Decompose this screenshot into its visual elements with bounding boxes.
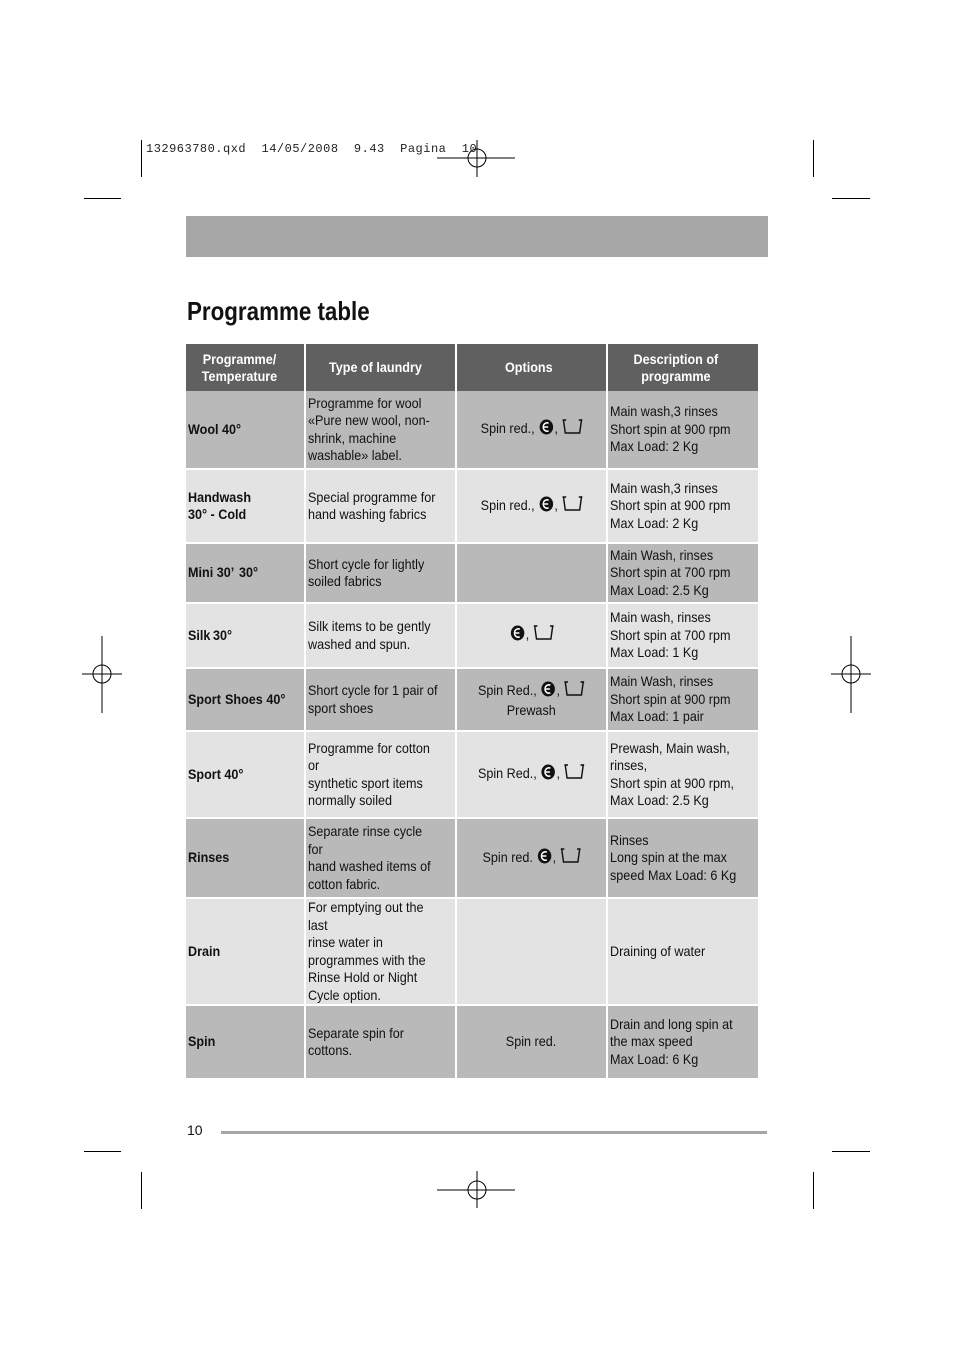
laundry-type-cell: [305, 732, 456, 817]
printer-slug: 132963780.qxd 14/05/2008 9.43 Pagina 10: [146, 142, 478, 156]
cell-line: Main Wash, rinses: [610, 673, 714, 690]
cell-line: Short spin at 900 rpm: [610, 420, 731, 437]
cell-line: Main Wash, rinses: [610, 546, 714, 563]
programme-cell: [186, 391, 305, 468]
description-cell: [607, 899, 758, 1004]
column-header: Type of laundry: [305, 344, 456, 391]
cell-line: washable» label.: [308, 447, 402, 463]
table-row: [186, 470, 758, 542]
registration-mark-icon: [82, 636, 122, 714]
cell-line: Handwash: [188, 488, 252, 505]
options-cell: Spin red., ,: [456, 470, 607, 542]
cell-line: rinses,: [610, 757, 648, 773]
tub-icon: [561, 418, 583, 441]
programme-cell: [186, 669, 305, 730]
programme-cell: [186, 1006, 305, 1078]
cell-line: synthetic sport items: [308, 774, 423, 791]
cell-line: «Pure new wool, non-: [308, 412, 430, 428]
programme-cell: [186, 899, 305, 1004]
page-title: Programme table: [187, 296, 370, 326]
rinse-hold-icon: [540, 680, 556, 703]
rinse-hold-icon: [538, 418, 554, 441]
crop-mark: [832, 198, 870, 199]
cell-line: Prewash, Main wash,: [610, 739, 730, 756]
cell-line: cottons.: [308, 1042, 353, 1058]
rinse-hold-icon: [540, 763, 556, 786]
tub-icon: [559, 847, 581, 870]
table-row: [186, 669, 758, 730]
cell-line: shrink, machine: [308, 429, 397, 446]
cell-line: programmes with the: [308, 951, 426, 968]
cell-line: washed and spun.: [308, 635, 411, 652]
cell-line: Wool: [188, 420, 219, 437]
header-bar: [186, 216, 768, 257]
programme-table: [186, 344, 758, 1078]
cell-line: sport shoes: [308, 699, 374, 716]
laundry-type-cell: [305, 669, 456, 730]
option-label: Spin Red.,: [477, 765, 537, 782]
option-label: Spin red.: [482, 848, 533, 865]
cell-line: Programme for cotton or: [308, 739, 430, 773]
description-cell: [607, 819, 758, 897]
options-cell: Spin Red., , Prewash: [456, 669, 607, 730]
options-cell: Spin red. ,: [456, 819, 607, 897]
crop-mark: [141, 1172, 142, 1209]
option-label: Spin red.,: [480, 496, 535, 513]
column-header: Programme/ Temperature: [186, 344, 305, 391]
tub-icon: [532, 624, 554, 647]
cell-line: Rinses: [610, 831, 649, 848]
laundry-type-cell: [305, 1006, 456, 1078]
cell-line: Main wash,3 rinses: [610, 403, 718, 420]
cell-line: soiled fabrics: [308, 573, 382, 589]
cell-line: Short spin at 900 rpm,: [610, 774, 734, 791]
tub-icon: [563, 763, 585, 786]
table-row: [186, 819, 758, 897]
cell-line: normally soiled: [308, 792, 393, 808]
programme-cell: [186, 604, 305, 667]
cell-line: Shoes 40°: [224, 690, 285, 707]
programme-cell: [186, 819, 305, 897]
cell-line: 30°: [212, 626, 232, 643]
laundry-type-cell: [305, 604, 456, 667]
registration-mark-icon: [437, 138, 517, 178]
table-row: [186, 391, 758, 468]
cell-line: Short cycle for 1 pair of: [308, 682, 438, 698]
tub-icon: [561, 495, 583, 518]
cell-line: Mini 30’: [188, 564, 235, 581]
cell-line: Separate rinse cycle for: [308, 823, 423, 857]
crop-mark: [813, 1172, 814, 1209]
programme-cell: [186, 470, 305, 542]
cell-line: rinse water in: [308, 934, 383, 950]
cell-line: Sport: [188, 690, 221, 707]
options-cell: [456, 899, 607, 1004]
cell-line: Main wash,3 rinses: [610, 479, 718, 496]
cell-line: Max Load: 2.5 Kg: [610, 792, 709, 808]
laundry-type-cell: [305, 470, 456, 542]
table-row: [186, 899, 758, 1004]
cell-line: Special programme for: [308, 488, 436, 505]
options-cell: [456, 544, 607, 602]
programme-cell: [186, 544, 305, 602]
cell-line: Short spin at 700 rpm: [610, 564, 731, 581]
column-header: Options: [456, 344, 607, 391]
cell-line: Draining of water: [610, 942, 706, 959]
tub-icon: [563, 680, 585, 703]
description-cell: [607, 1006, 758, 1078]
description-cell: [607, 604, 758, 667]
options-cell: ,: [456, 604, 607, 667]
description-cell: [607, 544, 758, 602]
cell-line: hand washing fabrics: [308, 506, 427, 522]
cell-line: Max Load: 6 Kg: [648, 866, 737, 883]
cell-line: Drain and long spin at: [610, 1015, 733, 1032]
cell-line: Spin: [188, 1033, 216, 1050]
option-label: Spin red.: [506, 1033, 557, 1050]
rinse-hold-icon: [509, 624, 525, 647]
table-row: [186, 544, 758, 602]
cell-line: Max Load: 1 Kg: [610, 644, 699, 661]
description-cell: [607, 732, 758, 817]
cell-line: Short spin at 900 rpm: [610, 497, 731, 514]
cell-line: Sport 40°: [188, 765, 244, 782]
cell-line: Max Load: 1 pair: [610, 708, 704, 725]
option-label: Prewash: [506, 702, 557, 718]
cell-line: Long spin at the max: [610, 849, 727, 866]
cell-line: Max Load: 6 Kg: [610, 1050, 699, 1067]
cell-line: Cycle option.: [308, 986, 381, 1003]
cell-line: Drain: [188, 942, 221, 959]
crop-mark: [84, 1151, 121, 1152]
option-label: Spin Red.,: [477, 681, 537, 698]
cell-line: Rinse Hold or Night: [308, 969, 418, 985]
crop-mark: [832, 1151, 870, 1152]
cell-line: the max speed: [610, 1033, 693, 1050]
registration-mark-icon: [437, 1170, 517, 1210]
cell-line: Silk: [188, 626, 211, 643]
option-label: Spin red.,: [480, 420, 535, 437]
cell-line: Short cycle for lightly: [308, 555, 425, 572]
laundry-type-cell: [305, 899, 456, 1004]
table-header-row: [186, 344, 758, 391]
table-row: [186, 1006, 758, 1078]
laundry-type-cell: [305, 819, 456, 897]
crop-mark: [141, 140, 142, 177]
laundry-type-cell: [305, 544, 456, 602]
description-cell: [607, 391, 758, 468]
rinse-hold-icon: [538, 495, 554, 518]
cell-line: For emptying out the last: [308, 899, 424, 933]
programme-cell: [186, 732, 305, 817]
cell-line: 40°: [221, 420, 242, 437]
cell-line: Programme for wool: [308, 394, 422, 411]
cell-line: Separate spin for: [308, 1024, 404, 1041]
crop-mark: [813, 140, 814, 177]
cell-line: Max Load: 2 Kg: [610, 438, 699, 455]
cell-line: Short spin at 900 rpm: [610, 690, 731, 707]
cell-line: cotton fabric.: [308, 875, 381, 892]
options-cell: Spin Red., ,: [456, 732, 607, 817]
cell-line: Silk items to be gently: [308, 618, 431, 634]
cell-line: 30°: [239, 564, 259, 581]
table-row: [186, 604, 758, 667]
page-number: 10: [187, 1122, 203, 1138]
footer-rule: [221, 1131, 767, 1134]
description-cell: [607, 470, 758, 542]
laundry-type-cell: [305, 391, 456, 468]
cell-line: Max Load: 2.5 Kg: [610, 581, 709, 598]
cell-line: Main wash, rinses: [610, 609, 711, 626]
cell-line: 30° - Cold: [188, 506, 247, 522]
options-cell: Spin red., ,: [456, 391, 607, 468]
cell-line: Rinses: [188, 849, 230, 866]
cell-line: speed: [610, 866, 645, 883]
crop-mark: [84, 198, 121, 199]
registration-mark-icon: [831, 636, 871, 714]
cell-line: Max Load: 2 Kg: [610, 514, 699, 531]
description-cell: [607, 669, 758, 730]
table-row: [186, 732, 758, 817]
options-cell: [456, 1006, 607, 1078]
rinse-hold-icon: [536, 847, 552, 870]
column-header: Description of programme: [607, 344, 758, 391]
cell-line: Short spin at 700 rpm: [610, 626, 731, 643]
cell-line: hand washed items of: [308, 858, 431, 874]
